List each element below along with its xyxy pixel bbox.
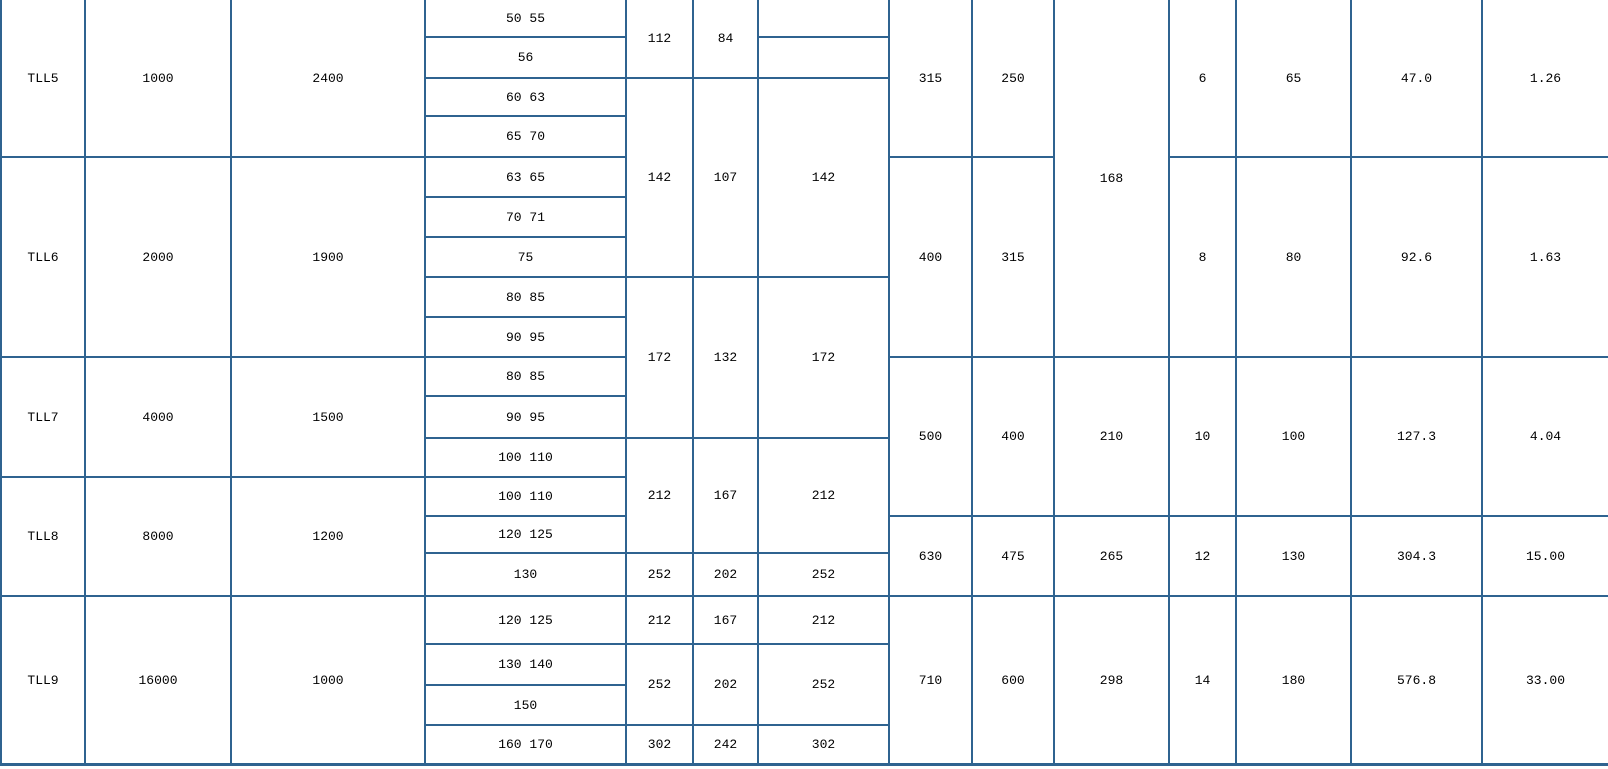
cell-max-speed: 1200 xyxy=(230,478,424,597)
cell-dia-d: 315 xyxy=(888,0,971,158)
cell-pin-count: 14 xyxy=(1168,597,1235,763)
cell-dia-d1: 600 xyxy=(971,597,1053,763)
cell-dia-d: 710 xyxy=(888,597,971,763)
cell-bore-diameter: 150 xyxy=(424,686,625,726)
cell-bore-diameter: 63 65 xyxy=(424,158,625,198)
cell-length-l1: 84 xyxy=(692,0,757,79)
cell-dia-d1: 400 xyxy=(971,358,1053,517)
cell-weight: 304.3 xyxy=(1350,517,1481,597)
cell-weight: 92.6 xyxy=(1350,158,1481,358)
cell-bore-diameter: 75 xyxy=(424,238,625,278)
cell-length-l2: 252 xyxy=(757,645,888,726)
cell-length-l1: 202 xyxy=(692,645,757,726)
cell-length-l2: 302 xyxy=(757,726,888,763)
cell-pin-count: 12 xyxy=(1168,517,1235,597)
cell-bore-diameter: 56 xyxy=(424,38,625,79)
cell-dia-d2: 265 xyxy=(1053,517,1168,597)
cell-length-l: 252 xyxy=(625,645,692,726)
cell-torque: 1000 xyxy=(84,0,230,158)
cell-weight: 127.3 xyxy=(1350,358,1481,517)
cell-weight: 47.0 xyxy=(1350,0,1481,158)
cell-dia-d1: 475 xyxy=(971,517,1053,597)
cell-bore-diameter: 80 85 xyxy=(424,278,625,318)
cell-dia-d2: 298 xyxy=(1053,597,1168,763)
cell-max-speed: 1500 xyxy=(230,358,424,478)
cell-dia-d: 630 xyxy=(888,517,971,597)
cell-bore-diameter: 80 85 xyxy=(424,358,625,397)
cell-weight: 576.8 xyxy=(1350,597,1481,763)
cell-pin-count: 10 xyxy=(1168,358,1235,517)
cell-length-l2: 212 xyxy=(757,439,888,554)
cell-pin-count: 6 xyxy=(1168,0,1235,158)
cell-inertia: 1.26 xyxy=(1481,0,1608,158)
cell-torque: 2000 xyxy=(84,158,230,358)
cell-max-speed: 1900 xyxy=(230,158,424,358)
cell-pin-dia: 100 xyxy=(1235,358,1350,517)
cell-model: TLL8 xyxy=(0,478,84,597)
cell-pin-dia: 65 xyxy=(1235,0,1350,158)
cell-inertia: 1.63 xyxy=(1481,158,1608,358)
cell-length-l2: 252 xyxy=(757,554,888,597)
cell-pin-dia: 80 xyxy=(1235,158,1350,358)
cell-bore-diameter: 100 110 xyxy=(424,478,625,517)
cell-length-l2: 142 xyxy=(757,79,888,278)
cell-model: TLL9 xyxy=(0,597,84,763)
cell-model: TLL6 xyxy=(0,158,84,358)
cell-inertia: 4.04 xyxy=(1481,358,1608,517)
cell-length-l1: 202 xyxy=(692,554,757,597)
cell-length-l: 212 xyxy=(625,439,692,554)
cell-length-l1: 167 xyxy=(692,597,757,645)
cell-torque: 16000 xyxy=(84,597,230,763)
cell-length-l: 252 xyxy=(625,554,692,597)
cell-bore-diameter: 70 71 xyxy=(424,198,625,238)
cell-inertia: 15.00 xyxy=(1481,517,1608,597)
cell-max-speed: 2400 xyxy=(230,0,424,158)
cell-torque: 8000 xyxy=(84,478,230,597)
cell-length-l2: 172 xyxy=(757,278,888,439)
cell-bore-diameter: 90 95 xyxy=(424,318,625,358)
cell-dia-d2: 210 xyxy=(1053,358,1168,517)
cell-inertia: 33.00 xyxy=(1481,597,1608,763)
cell-length-l: 302 xyxy=(625,726,692,763)
cell-model: TLL7 xyxy=(0,358,84,478)
cell-model: TLL5 xyxy=(0,0,84,158)
cell-torque: 4000 xyxy=(84,358,230,478)
cell-dia-d1: 250 xyxy=(971,0,1053,158)
cell-length-l2: 212 xyxy=(757,597,888,645)
cell-dia-d2: 168 xyxy=(1053,0,1168,358)
cell-bore-diameter: 90 95 xyxy=(424,397,625,439)
cell-length-l1: 132 xyxy=(692,278,757,439)
cell-bore-diameter: 50 55 xyxy=(424,0,625,38)
cell-bore-diameter: 65 70 xyxy=(424,117,625,158)
cell-length-l: 142 xyxy=(625,79,692,278)
cell-length-l: 172 xyxy=(625,278,692,439)
cell-bore-diameter: 60 63 xyxy=(424,79,625,117)
cell-bore-diameter: 120 125 xyxy=(424,517,625,554)
cell-length-l1: 167 xyxy=(692,439,757,554)
cell-pin-count: 8 xyxy=(1168,158,1235,358)
cell-length-l1: 242 xyxy=(692,726,757,763)
cell-dia-d1: 315 xyxy=(971,158,1053,358)
cell-bore-diameter: 130 xyxy=(424,554,625,597)
cell-bore-diameter: 120 125 xyxy=(424,597,625,645)
cell-length-l1: 107 xyxy=(692,79,757,278)
cell-length-l: 112 xyxy=(625,0,692,79)
cell-length-l2 xyxy=(757,38,888,79)
cell-bore-diameter: 130 140 xyxy=(424,645,625,686)
cell-pin-dia: 130 xyxy=(1235,517,1350,597)
cell-max-speed: 1000 xyxy=(230,597,424,763)
cell-dia-d: 400 xyxy=(888,158,971,358)
cell-length-l2 xyxy=(757,0,888,38)
cell-dia-d: 500 xyxy=(888,358,971,517)
cell-length-l: 212 xyxy=(625,597,692,645)
cell-bore-diameter: 160 170 xyxy=(424,726,625,763)
cell-bore-diameter: 100 110 xyxy=(424,439,625,478)
cell-pin-dia: 180 xyxy=(1235,597,1350,763)
